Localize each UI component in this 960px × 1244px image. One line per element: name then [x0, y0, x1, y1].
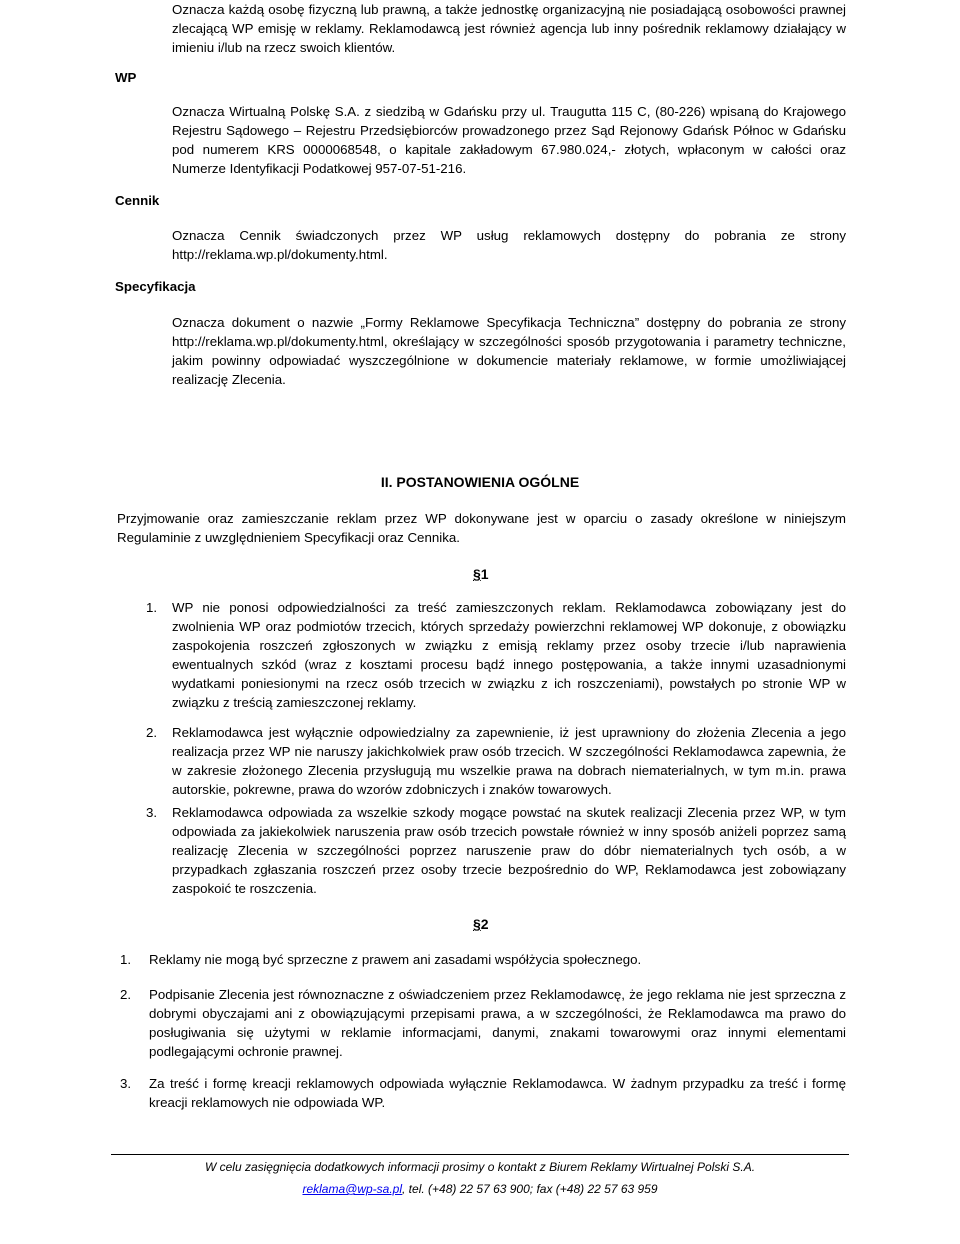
intro-paragraph: Przyjmowanie oraz zamieszczanie reklam przez WP dokonywane jest w oparciu o zasady określone w niniejszym Regulaminie z uwzględnieniem Specyfikacji oraz Cennika.: [117, 511, 846, 545]
definition-cennik-text: Oznacza Cennik świadczonych przez WP usług reklamowych dostępny do pobrania ze strony http://reklama.wp.pl/dokumenty.html.: [172, 228, 846, 262]
section-title: II. POSTANOWIENIA OGÓLNE: [380, 474, 580, 490]
term-specyfikacja: Specyfikacja: [115, 279, 196, 294]
list-number: 2.: [146, 725, 158, 740]
list-number: 3.: [120, 1076, 132, 1091]
list-item: Reklamy nie mogą być sprzeczne z prawem ani zasadami współżycia społecznego.: [149, 952, 642, 967]
section-sign: §: [473, 566, 481, 582]
list-item: Reklamodawca odpowiada za wszelkie szkody mogące powstać na skutek realizacji Zlecenia przez WP, w tym odpowiada za jakiekolwiek naruszenia praw osób trzecich powstałe również w inny sposób aniżeli poprzez samą realizację Zlecenia w szczególności poprzez naruszenie praw do dóbr niematerialnych tych osób, a w przypadkach zgłaszania roszczeń przez osoby trzecie bezpośrednio do WP, Reklamodawca jest zobowiązany zaspokoić te roszczenia.: [172, 805, 846, 896]
paragraph-1-heading: [473, 566, 489, 582]
footer-contact: [111, 1182, 849, 1196]
footer-divider: [111, 1154, 849, 1155]
definition-specyfikacja-text: Oznacza dokument o nazwie „Formy Reklamowe Specyfikacja Techniczna” dostępny do pobrania ze strony http://reklama.wp.pl/dokumenty.html, określający w szczególności sposób przygotowania i parametry techniczne, jakim powinny odpowiadać wyszczególnione w dokumencie materiały reklamowe, w formie umożliwiającej realizację Zlecenia.: [172, 315, 846, 387]
list-item: Za treść i formę kreacji reklamowych odpowiada wyłącznie Reklamodawca. W żadnym przypadku za treść i formę kreacji reklamowych nie odpowiada WP.: [149, 1076, 846, 1110]
list-number: 2.: [120, 987, 132, 1002]
paragraph-2-heading: [473, 916, 489, 932]
list-number: 1.: [120, 952, 132, 967]
section-sign: §: [473, 916, 481, 932]
footer-phone-fax: , tel. (+48) 22 57 63 900; fax (+48) 22 57 63 959: [402, 1182, 658, 1196]
list-number: 3.: [146, 805, 158, 820]
list-item: Reklamodawca jest wyłącznie odpowiedzialny za zapewnienie, iż jest uprawniony do złożenia Zlecenia a jego realizacja przez WP nie naruszy jakichkolwiek praw osób trzecich. W szczególności Reklamodawca zapewnia, że w zakresie złożonego Zlecenia przysługują mu wszelkie prawa na dobrach niematerialnych, w tym m.in. prawa autorskie, pokrewne, prawa do wzorów zdobniczych i znaków towarowych.: [172, 725, 846, 797]
list-item: Podpisanie Zlecenia jest równoznaczne z oświadczeniem przez Reklamodawcę, że jego reklama nie jest sprzeczna z dobrymi obyczajami ani z obowiązującymi przepisami prawa, a w szczególności, że Reklamodawca ma prawo do posługiwania się użytymi w reklamie informacjami, danymi, znakami towarowymi oraz innymi elementami podlegającymi ochronie prawnej.: [149, 987, 846, 1059]
definition-reklamodawca-text: Oznacza każdą osobę fizyczną lub prawną, a także jednostkę organizacyjną nie posiadającą osobowości prawnej zlecającą WP emisję w reklamy. Reklamodawcą jest również agencja lub inny pośrednik reklamowy działający w imieniu i/lub na rzecz swoich klientów.: [172, 2, 846, 55]
term-cennik: Cennik: [115, 193, 160, 208]
paragraph-number: 1: [480, 566, 489, 582]
term-wp: WP: [115, 70, 137, 85]
footer-info: W celu zasięgnięcia dodatkowych informacji prosimy o kontakt z Biurem Reklamy Wirtualnej Polski S.A.: [204, 1160, 756, 1174]
list-number: 1.: [146, 600, 158, 615]
footer-email-link[interactable]: reklama@wp-sa.pl: [302, 1182, 403, 1196]
list-item: WP nie ponosi odpowiedzialności za treść zamieszczonych reklam. Reklamodawca zobowiązany jest do zwolnienia WP oraz podmiotów trzecich, których sprzedaży powierzchni reklamowej WP dokonuje, z obowiązku zaspokojenia roszczeń zgłoszonych w związku z emisją reklamy przez osoby trzecie i/lub naprawienia ewentualnych szkód (wraz z kosztami procesu bądź innego postępowania, a także innymi uzasadnionymi wydatkami poniesionymi na rzecz osób trzecich w związku z ich roszczeniami), powstałych po stronie WP w związku z treścią zamieszczonej reklamy.: [172, 600, 846, 710]
definition-wp-text: Oznacza Wirtualną Polskę S.A. z siedzibą w Gdańsku przy ul. Traugutta 115 C, (80-226) wpisaną do Krajowego Rejestru Sądowego – Rejestru Przedsiębiorców prowadzonego przez Sąd Rejonowy Gdańsk Północ w Gdańsku pod numerem KRS 0000068548, o kapitale zakładowym 67.980.024,- złotych, wpłaconym w całości oraz Numerze Identyfikacji Podatkowej 957-07-51-216.: [172, 104, 846, 176]
paragraph-number: 2: [480, 916, 489, 932]
